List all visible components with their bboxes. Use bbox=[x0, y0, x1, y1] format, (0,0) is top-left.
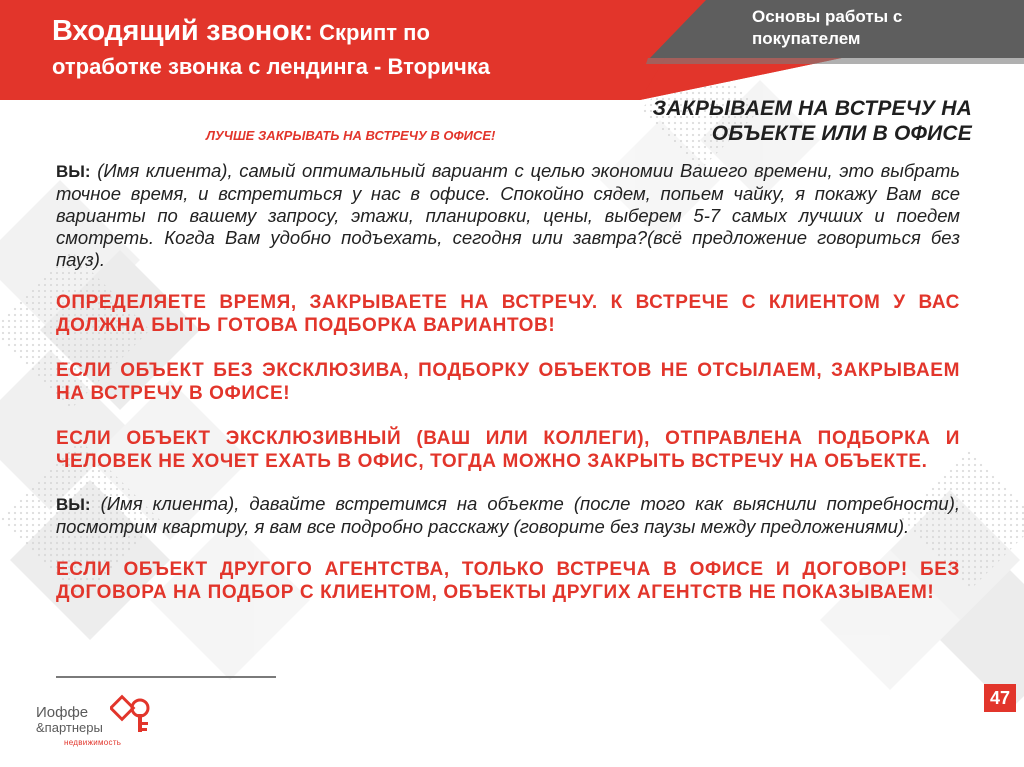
page-number: 47 bbox=[984, 684, 1016, 712]
instruction-1: ОПРЕДЕЛЯЕТЕ ВРЕМЯ, ЗАКРЫВАЕТЕ НА ВСТРЕЧУ. К ВСТРЕЧЕ С КЛИЕНТОМ У ВАС ДОЛЖНА БЫТЬ ГОТОВА ПОДБОРКА ВАРИАНТОВ! bbox=[56, 292, 960, 336]
logo-line-3: недвижимость bbox=[64, 738, 122, 747]
script-text-2: (Имя клиента), давайте встретимся на объекте (после того как выяснили потребности), посмотрим квартиру, я вам все подробно расскажу (говорите без паузы между предложениями). bbox=[56, 493, 960, 537]
logo-line-2: &партнеры bbox=[36, 720, 103, 735]
title-bold: Входящий звонок: bbox=[52, 15, 313, 47]
instruction-2: ЕСЛИ ОБЪЕКТ БЕЗ ЭКСКЛЮЗИВА, ПОДБОРКУ ОБЪЕКТОВ НЕ ОТСЫЛАЕМ, ЗАКРЫВАЕМ НА ВСТРЕЧУ В ОФИСЕ! bbox=[56, 360, 960, 404]
office-tip: ЛУЧШЕ ЗАКРЫВАТЬ НА ВСТРЕЧУ В ОФИСЕ! bbox=[206, 128, 496, 143]
section-label: Основы работы с покупателем bbox=[752, 7, 903, 48]
title-rest: Скрипт по bbox=[319, 20, 430, 45]
divider bbox=[56, 676, 276, 678]
script-paragraph-2 bbox=[56, 493, 960, 538]
you-label: ВЫ: bbox=[56, 162, 91, 181]
key-icon bbox=[110, 694, 162, 740]
page-title bbox=[52, 14, 612, 84]
closing-heading: ЗАКРЫВАЕМ НА ВСТРЕЧУ НА ОБЪЕКТЕ ИЛИ В ОФИСЕ bbox=[652, 97, 972, 145]
script-text-1: (Имя клиента), самый оптимальный вариант с целью экономии Вашего времени, это выбрать точное время, и встретиться у нас в офисе. Спокойно сядем, попьем чайку, я покажу Вам все варианты по вашему запросу, этажи, планировки, цены, выберем 5-7 самых лучших и поедем смотреть. Когда Вам удобно подъехать, сегодня или завтра?(всё предложение говориться без пауз). bbox=[56, 160, 960, 270]
title-line2: отработке звонка с лендинга - Вторичка bbox=[52, 54, 490, 79]
script-content bbox=[56, 160, 960, 604]
instruction-3: ЕСЛИ ОБЪЕКТ ЭКСКЛЮЗИВНЫЙ (ВАШ ИЛИ КОЛЛЕГИ), ОТПРАВЛЕНА ПОДБОРКА И ЧЕЛОВЕК НЕ ХОЧЕТ ЕХАТЬ В ОФИС, ТОГДА МОЖНО ЗАКРЫТЬ ВСТРЕЧУ НА ОБЪЕКТЕ. bbox=[56, 428, 960, 472]
script-paragraph-1 bbox=[56, 160, 960, 271]
logo-line-1: Иоффе bbox=[36, 704, 89, 721]
company-logo bbox=[36, 694, 176, 754]
you-label: ВЫ: bbox=[56, 495, 91, 514]
instruction-4: ЕСЛИ ОБЪЕКТ ДРУГОГО АГЕНТСТВА, ТОЛЬКО ВСТРЕЧА В ОФИСЕ И ДОГОВОР! БЕЗ ДОГОВОРА НА ПОДБОР С КЛИЕНТОМ, ОБЪЕКТЫ ДРУГИХ АГЕНТСТВ НЕ ПОКАЗЫВАЕМ! bbox=[56, 559, 960, 603]
